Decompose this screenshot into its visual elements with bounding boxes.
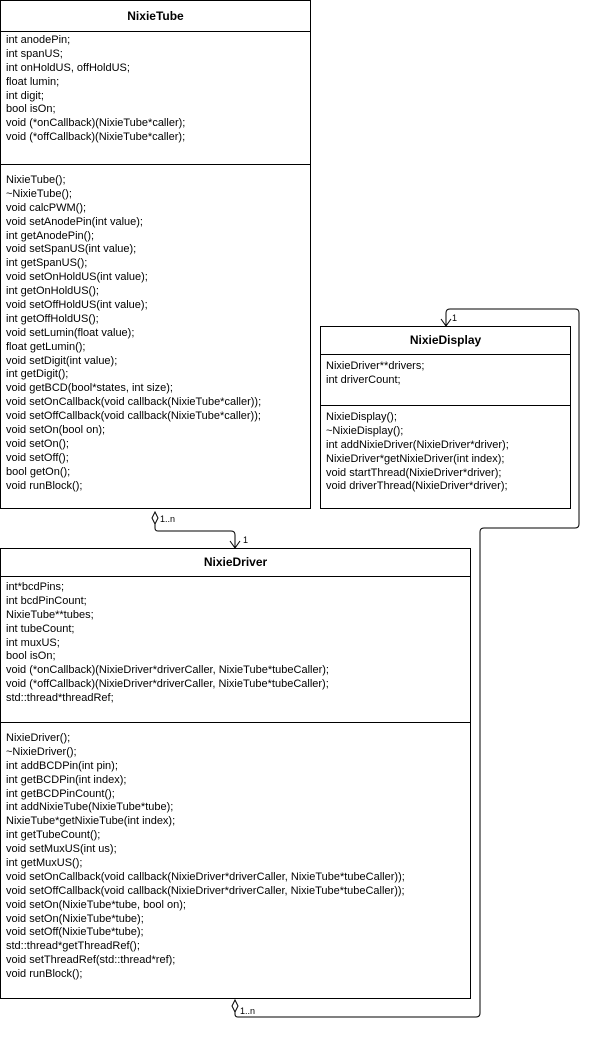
method-line: void setSpanUS(int value); bbox=[6, 243, 137, 256]
method-line: void setOffHoldUS(int value); bbox=[6, 299, 148, 312]
method-line: void setOnCallback(void callback(NixieDriver*driverCaller, NixieTube*tubeCaller)); bbox=[6, 870, 405, 883]
tube-driver-source-multiplicity: 1..n bbox=[160, 514, 176, 524]
attribute-line: void (*offCallback)(NixieTube*caller); bbox=[6, 131, 186, 144]
method-line: ~NixieDisplay(); bbox=[326, 424, 404, 437]
method-line: int addBCDPin(int pin); bbox=[6, 759, 118, 772]
nixie-tube-class[interactable] bbox=[0, 0, 311, 509]
method-line: void runBlock(); bbox=[6, 968, 83, 981]
method-line: void driverThread(NixieDriver*driver); bbox=[326, 480, 508, 493]
method-line: void setOn(bool on); bbox=[6, 424, 106, 437]
attribute-line: bool isOn; bbox=[6, 650, 56, 663]
method-line: float getLumin(); bbox=[6, 340, 86, 353]
attribute-line: float lumin; bbox=[6, 75, 60, 88]
method-line: void setOnCallback(void callback(NixieTube*caller)); bbox=[6, 396, 262, 409]
method-line: void getBCD(bool*states, int size); bbox=[6, 382, 173, 395]
method-line: void setOff(NixieTube*tube); bbox=[6, 926, 144, 939]
method-line: ~NixieDriver(); bbox=[6, 745, 77, 758]
driver-display-target-multiplicity: 1 bbox=[452, 313, 458, 323]
method-line: void setThreadRef(std::thread*ref); bbox=[6, 954, 176, 967]
method-line: int getBCDPin(int index); bbox=[6, 773, 127, 786]
method-line: int getBCDPinCount(); bbox=[6, 787, 115, 800]
driver-display-source-multiplicity: 1..n bbox=[240, 1006, 256, 1016]
method-line: void setOffCallback(void callback(NixieTube*caller)); bbox=[6, 410, 261, 423]
method-line: int addNixieTube(NixieTube*tube); bbox=[6, 801, 174, 814]
method-line: NixieTube(); bbox=[6, 174, 66, 186]
attribute-line: int digit; bbox=[6, 89, 44, 102]
method-line: ~NixieTube(); bbox=[6, 187, 72, 200]
class-name: NixieTube bbox=[1, 1, 310, 32]
attribute-line: int muxUS; bbox=[6, 636, 60, 649]
method-line: void setOn(NixieTube*tube, bool on); bbox=[6, 898, 186, 911]
method-line: void setAnodePin(int value); bbox=[6, 215, 143, 228]
attribute-list bbox=[1, 577, 470, 723]
attribute-line: int onHoldUS, offHoldUS; bbox=[6, 61, 130, 74]
attribute-line: int bcdPinCount; bbox=[6, 594, 87, 607]
nixie-display-class[interactable] bbox=[320, 326, 571, 509]
class-name: NixieDriver bbox=[1, 549, 470, 577]
method-line: NixieDriver*getNixieDriver(int index); bbox=[326, 452, 505, 465]
method-line: void setOn(NixieTube*tube); bbox=[6, 912, 144, 925]
method-line: void setOffCallback(void callback(NixieDriver*driverCaller, NixieTube*tubeCaller)); bbox=[6, 884, 405, 897]
method-line: std::thread*getThreadRef(); bbox=[6, 940, 140, 953]
attribute-line: bool isOn; bbox=[6, 103, 56, 116]
tube-driver-target-multiplicity: 1 bbox=[243, 535, 249, 545]
method-line: NixieTube*getNixieTube(int index); bbox=[6, 815, 176, 828]
method-line: NixieDisplay(); bbox=[326, 411, 397, 423]
method-line: int getAnodePin(); bbox=[6, 229, 95, 242]
method-line: int getOnHoldUS(); bbox=[6, 285, 99, 298]
attribute-line: NixieTube**tubes; bbox=[6, 608, 94, 621]
method-line: int getMuxUS(); bbox=[6, 857, 83, 870]
method-line: void calcPWM(); bbox=[6, 201, 87, 214]
attribute-line: void (*onCallback)(NixieDriver*driverCaller, NixieTube*tubeCaller); bbox=[6, 664, 329, 677]
attribute-line: NixieDriver**drivers; bbox=[326, 360, 425, 372]
attribute-line: void (*offCallback)(NixieDriver*driverCaller, NixieTube*tubeCaller); bbox=[6, 678, 329, 691]
attribute-line: void (*onCallback)(NixieTube*caller); bbox=[6, 117, 186, 130]
method-list bbox=[1, 723, 470, 982]
method-line: int addNixieDriver(NixieDriver*driver); bbox=[326, 438, 509, 451]
method-line: void setOnHoldUS(int value); bbox=[6, 271, 148, 284]
method-line: void startThread(NixieDriver*driver); bbox=[326, 466, 502, 479]
attribute-line: int tubeCount; bbox=[6, 622, 75, 635]
attribute-list bbox=[321, 355, 570, 406]
nixie-driver-class[interactable] bbox=[0, 548, 471, 999]
attribute-line: std::thread*threadRef; bbox=[6, 692, 114, 705]
method-line: int getTubeCount(); bbox=[6, 829, 101, 842]
class-name: NixieDisplay bbox=[321, 327, 570, 355]
method-line: int getDigit(); bbox=[6, 368, 69, 381]
method-line: void setOn(); bbox=[6, 437, 69, 450]
method-line: int getSpanUS(); bbox=[6, 257, 88, 270]
method-list bbox=[321, 406, 570, 494]
method-line: void setDigit(int value); bbox=[6, 354, 118, 367]
method-line: bool getOn(); bbox=[6, 465, 71, 478]
method-line: NixieDriver(); bbox=[6, 732, 71, 744]
method-line: void setLumin(float value); bbox=[6, 326, 135, 339]
method-line: void setOff(); bbox=[6, 451, 69, 464]
method-line: void runBlock(); bbox=[6, 479, 83, 492]
method-list bbox=[1, 165, 310, 493]
attribute-line: int*bcdPins; bbox=[6, 581, 65, 593]
method-line: void setMuxUS(int us); bbox=[6, 843, 117, 856]
attribute-line: int driverCount; bbox=[326, 373, 401, 386]
attribute-line: int anodePin; bbox=[6, 34, 71, 46]
attribute-list bbox=[1, 32, 310, 165]
method-line: int getOffHoldUS(); bbox=[6, 312, 99, 325]
attribute-line: int spanUS; bbox=[6, 47, 63, 60]
